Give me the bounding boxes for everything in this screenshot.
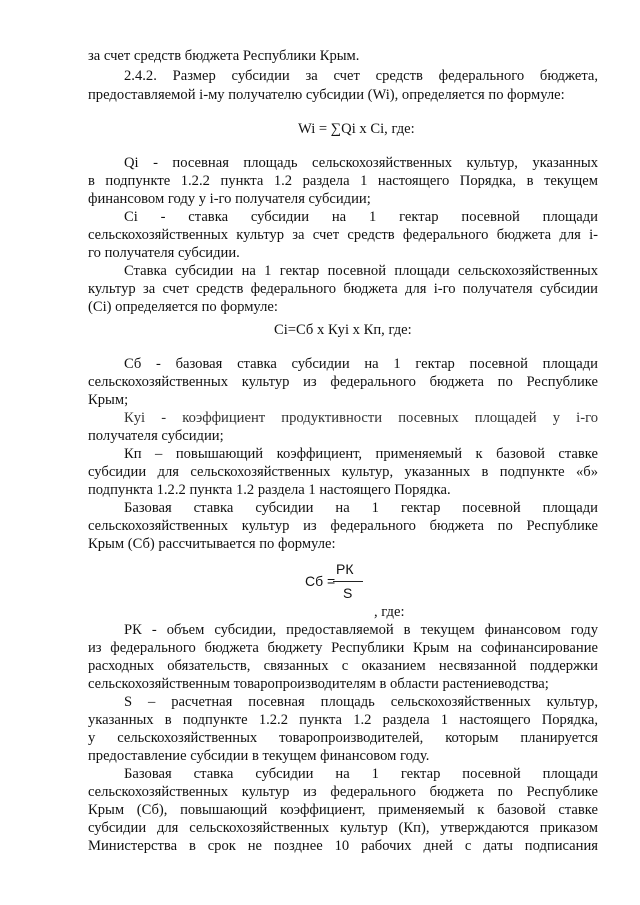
text-line: Ставка субсидии на 1 гектар посевной площади сельскохозяйственных [124,263,598,279]
text-line: за счет средств бюджета Республики Крым. [88,48,360,64]
text-line: 2.4.2. Размер субсидии за счет средств федерального бюджета, [124,68,598,84]
text-line: сельскохозяйственных культур из федерального бюджета по Республике [88,784,598,800]
fraction-bar [333,581,363,582]
text-line: субсидии для сельскохозяйственных культур (Кп), утверждаются приказом [88,820,598,836]
text-line: сельскохозяйственных культур из федерального бюджета по Республике [88,518,598,534]
text-line: предоставление субсидии в текущем финансовом году. [88,748,430,764]
text-line: Крым; [88,392,129,408]
text-line: сельскохозяйственным товаропроизводителям в области растениеводства; [88,676,549,692]
formula-sb-lhs: Сб = [305,573,336,589]
text-line: , где: [374,604,405,620]
text-line: подпункта 1.2.2 пункта 1.2 раздела 1 настоящего Порядка. [88,482,451,498]
text-line: Крым (Сб), повышающий коэффициент, применяемый к базовой ставке [88,802,598,818]
text-line: го получателя субсидии. [88,245,240,261]
text-line: Ci - ставка субсидии на 1 гектар посевной площади [124,209,598,225]
text-line: Кyi - коэффициент продуктивности посевных площадей у i-го [124,410,598,426]
text-line: получателя субсидии; [88,428,224,444]
text-line: Кп – повышающий коэффициент, применяемый к базовой ставке [124,446,598,462]
text-line: Базовая ставка субсидии на 1 гектар посевной площади [124,500,598,516]
formula-wi: Wi = ∑Qi x Ci, где: [298,121,415,137]
text-line: Крым (Сб) рассчитывается по формуле: [88,536,336,552]
text-line: сельскохозяйственных культур за счет средств федерального бюджета для i- [88,227,598,243]
text-line: финансовом году у i-го получателя субсидии; [88,191,371,207]
text-line: субсидии для сельскохозяйственных культур, указанных в подпункте «б» [88,464,598,480]
text-line: расходных обязательств, связанных с оказанием несвязанной поддержки [88,658,598,674]
text-line: Сб - базовая ставка субсидии на 1 гектар посевной площади [124,356,598,372]
formula-denominator: S [343,585,353,601]
text-line: (Ci) определяется по формуле: [88,299,278,315]
text-line: S – расчетная посевная площадь сельскохозяйственных культур, [124,694,598,710]
text-line: Qi - посевная площадь сельскохозяйственных культур, указанных [124,155,598,171]
formula-numerator: РК [336,561,354,577]
text-line: РК - объем субсидии, предоставляемой в текущем финансовом году [124,622,598,638]
text-line: в подпункте 1.2.2 пункта 1.2 раздела 1 настоящего Порядка, в текущем [88,173,598,189]
text-line: из федерального бюджета бюджету Республики Крым на софинансирование [88,640,598,656]
text-line: сельскохозяйственных культур из федерального бюджета по Республике [88,374,598,390]
formula-ci: Ci=Сб x Кyi x Кп, где: [274,322,412,338]
text-line: указанных в подпункте 1.2.2 пункта 1.2 раздела 1 настоящего Порядка, [88,712,598,728]
text-line: культур за счет средств федерального бюджета для i-го получателя субсидии [88,281,598,297]
text-line: у сельскохозяйственных товаропроизводителей, которым планируется [88,730,598,746]
text-line: Базовая ставка субсидии на 1 гектар посевной площади [124,766,598,782]
text-line: Министерства в срок не позднее 10 рабочих дней с даты подписания [88,838,598,854]
text-line: предоставляемой i-му получателю субсидии (Wi), определяется по формуле: [88,87,565,103]
